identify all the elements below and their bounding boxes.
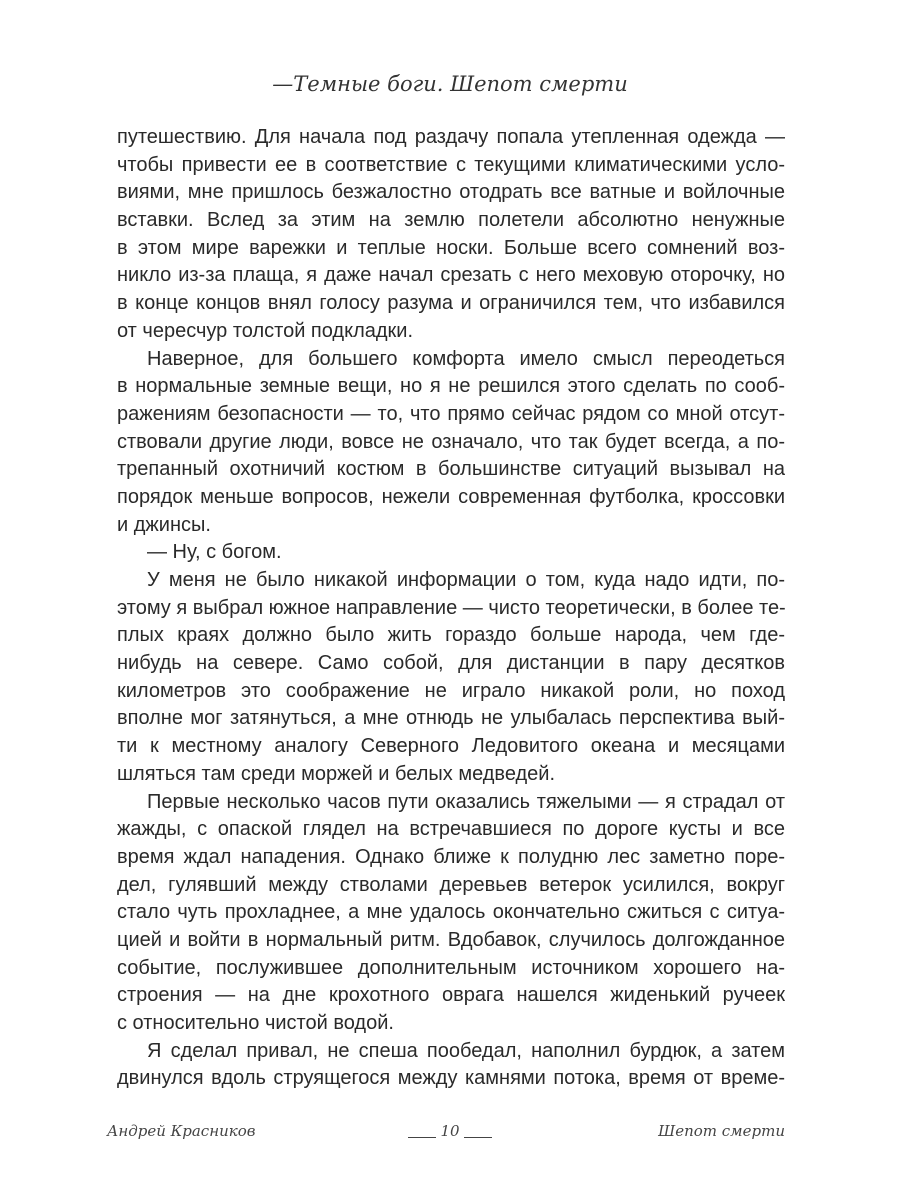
text-line: вполне мог затянуться, а мне отнюдь не улыбалась перспектива вый- [117, 707, 785, 730]
divider [464, 1137, 492, 1138]
text-line: дел, гулявший между стволами деревьев ветерок усилился, вокруг [117, 873, 785, 896]
footer-book-title: Шепот смерти [658, 1122, 785, 1140]
text-line: жажды, с опаской глядел на встречавшиеся по дороге кусты и все [117, 818, 785, 841]
text-line: виями, мне пришлось безжалостно отодрать все ватные и войлочные [117, 181, 785, 204]
text-line: этому я выбрал южное направление — чисто теоретически, в более те- [117, 596, 786, 619]
text-line: никло из-за плаща, я даже начал срезать с него меховую оторочку, но [117, 264, 785, 287]
text-line: ти к местному аналогу Северного Ледовитого океана и месяцами [117, 735, 785, 758]
text-line: Я сделал привал, не спеша пообедал, наполнил бурдюк, а затем [147, 1039, 785, 1062]
text-line: У меня не было никакой информации о том, куда надо идти, по- [147, 569, 785, 591]
running-header: —Темные боги. Шепот смерти [272, 72, 628, 96]
text-line: порядок меньше вопросов, нежели современная футболка, кроссовки [117, 485, 785, 508]
divider [408, 1137, 436, 1138]
text-line: ствовали другие люди, вовсе не означало, что так будет всегда, а по- [117, 430, 785, 453]
text-line: строения — на дне крохотного оврага нашелся жиденький ручеек [117, 984, 785, 1007]
text-line: путешествию. Для начала под раздачу попала утепленная одежда — [117, 126, 785, 148]
text-line: и джинсы. [117, 513, 211, 536]
text-line: плых краях должно было жить гораздо больше народа, чем где- [117, 624, 785, 647]
text-line: время ждал нападения. Однако ближе к полудню лес заметно поре- [117, 845, 785, 868]
text-line: в этом мире варежки и теплые носки. Больше всего сомнений воз- [117, 236, 785, 259]
footer-author: Андрей Красников [107, 1122, 256, 1140]
text-line: событие, послужившее дополнительным источником хорошего на- [117, 956, 785, 979]
text-line: двинулся вдоль струящегося между камнями потока, время от време- [117, 1067, 785, 1090]
text-line: цией и войти в нормальный ритм. Вдобавок, случилось долгожданное [117, 928, 785, 951]
text-line: от чересчур толстой подкладки. [117, 319, 414, 342]
text-line: километров это соображение не играло никакой роли, но поход [117, 679, 785, 702]
text-line: в нормальные земные вещи, но я не решился этого сделать по сооб- [117, 375, 785, 398]
text-line: с относительно чистой водой. [117, 1012, 394, 1034]
text-line: вставки. Вслед за этим на землю полетели абсолютно ненужные [117, 209, 785, 232]
text-line: чтобы привести ее в соответствие с текущими климатическими усло- [117, 153, 785, 176]
text-line: стало чуть прохладнее, а мне удалось окончательно сжиться с ситуа- [117, 901, 785, 924]
text-line: ражениям безопасности — то, что прямо сейчас рядом со мной отсут- [117, 402, 785, 425]
text-line: — Ну, с богом. [147, 541, 282, 564]
page-number: 10 [440, 1122, 460, 1140]
body-text [117, 124, 785, 1093]
text-line: Первые несколько часов пути оказались тяжелыми — я страдал от [147, 790, 785, 813]
text-line: нибудь на севере. Само собой, для дистанции в пару десятков [117, 652, 785, 675]
text-line: Наверное, для большего комфорта имело смысл переодеться [147, 347, 785, 370]
text-line: шляться там среди моржей и белых медведей. [117, 762, 556, 785]
text-line: трепанный охотничий костюм в большинстве ситуаций вызывал на [117, 458, 785, 481]
text-line: в конце концов внял голосу разума и ограничился тем, что избавился [117, 292, 785, 315]
